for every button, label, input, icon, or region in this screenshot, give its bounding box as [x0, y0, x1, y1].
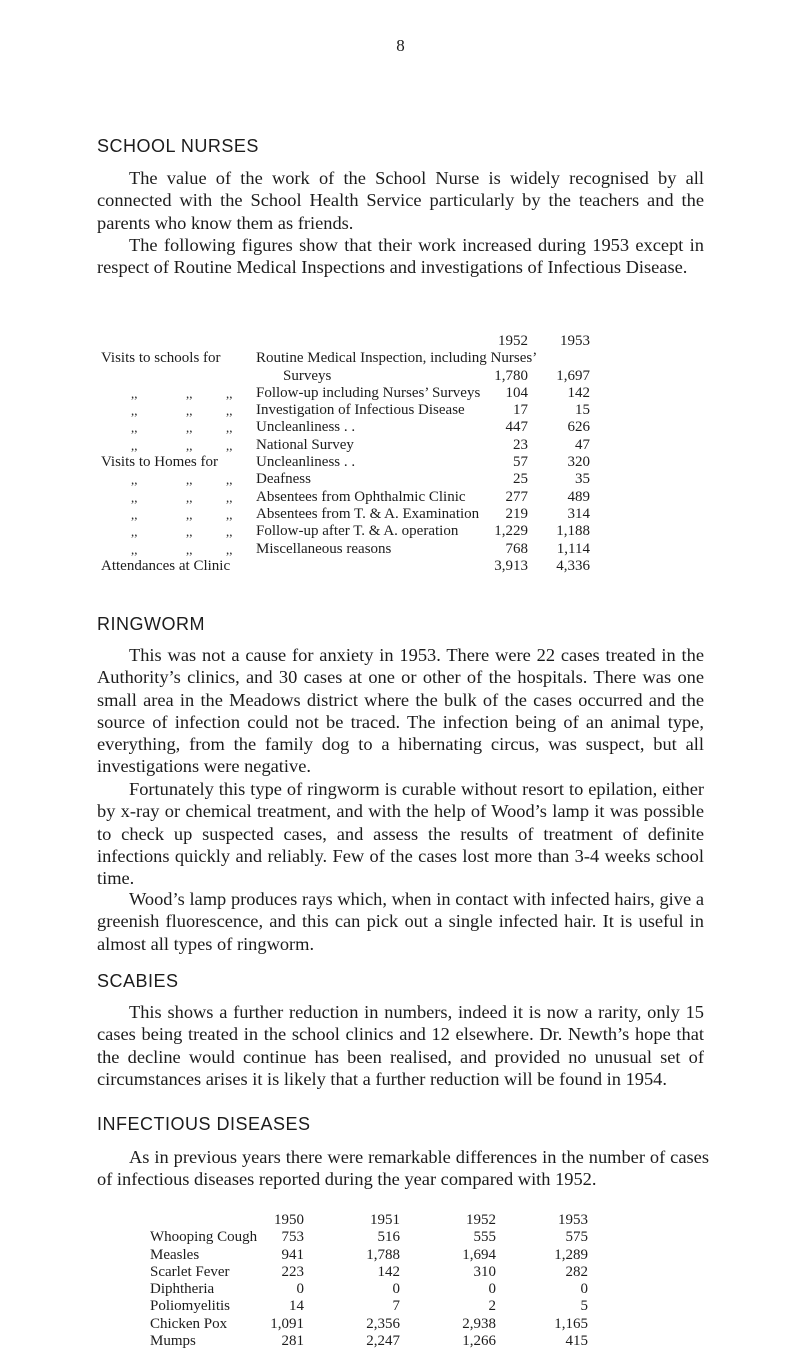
ditto-mark: ,,	[131, 403, 138, 419]
disease-value-1952: 2	[488, 1298, 496, 1315]
nurse-row-label: Routine Medical Inspection, including Nurses’	[256, 350, 538, 367]
nurse-visits-table	[0, 333, 801, 575]
nurse-value-1953: 1,114	[556, 540, 590, 557]
nurse-table-header	[0, 333, 801, 350]
disease-table-row	[0, 1316, 801, 1333]
disease-table-row	[0, 1281, 801, 1298]
ditto-mark: ,,	[226, 385, 233, 401]
school-nurses-para-2: The following figures show that their work increased during 1953 except in respect of Routine Medical Inspections and investigations of Infectious Disease.	[97, 235, 704, 278]
nurse-table-row	[0, 454, 801, 471]
infectious-diseases-heading: INFECTIOUS DISEASES	[97, 1114, 311, 1134]
nurse-row-label: Follow-up including Nurses’ Surveys	[256, 384, 481, 401]
nurse-value-1952: 768	[505, 540, 528, 557]
disease-value-1952: 1,694	[462, 1246, 496, 1263]
disease-value-1952: 310	[473, 1263, 496, 1280]
disease-value-1951: 7	[392, 1298, 400, 1315]
disease-value-1952: 2,938	[462, 1315, 496, 1332]
ditto-mark: ,,	[131, 506, 138, 522]
ditto-mark: ,,	[186, 385, 193, 401]
disease-value-1953: 415	[565, 1333, 588, 1350]
disease-table-year-1951: 1951	[370, 1212, 400, 1228]
disease-value-1951: 516	[377, 1229, 400, 1246]
nurse-row-label: Investigation of Infectious Disease	[256, 402, 465, 419]
nurse-table-row	[0, 437, 801, 454]
disease-value-1953: 1,165	[554, 1315, 588, 1332]
disease-value-1952: 555	[473, 1229, 496, 1246]
nurse-value-1952: 104	[505, 384, 528, 401]
school-nurses-heading: SCHOOL NURSES	[97, 136, 259, 156]
ringworm-para-2: Fortunately this type of ringworm is curable without resort to epilation, either by x-ray or chemical treatment, and with the help of Wood’s lamp it was possible to check up suspected cases, and assess the results of treatment of definite infections quickly and reliably. Few of the cases lost more than 3-4 weeks school time.	[97, 779, 704, 889]
nurse-row-label: Uncleanliness . .	[256, 454, 356, 471]
disease-value-1951: 2,356	[366, 1315, 400, 1332]
disease-value-1950: 281	[281, 1333, 304, 1350]
nurse-row-label: Absentees from T. & A. Examination	[256, 505, 480, 522]
nurse-row-label: Miscellaneous reasons	[256, 540, 392, 557]
ditto-mark: ,,	[186, 506, 193, 522]
nurse-table-row	[0, 489, 801, 506]
ditto-mark: ,,	[226, 524, 233, 540]
disease-value-1950: 223	[281, 1263, 304, 1280]
disease-table-row	[0, 1298, 801, 1315]
school-nurses-para-1: The value of the work of the School Nurse is widely recognised by all connected with the School Health Service particularly by the teachers and the parents who know them as friends.	[97, 168, 704, 233]
disease-value-1953: 575	[565, 1229, 588, 1246]
nurse-row-label: National Survey	[256, 436, 354, 453]
nurse-row-label: Absentees from Ophthalmic Clinic	[256, 488, 466, 505]
nurse-value-1952: 447	[505, 419, 528, 436]
ditto-mark: ,,	[186, 541, 193, 557]
ditto-mark: ,,	[131, 524, 138, 540]
nurse-value-1952: 17	[513, 402, 528, 419]
nurse-value-1953: 142	[567, 384, 590, 401]
disease-value-1950: 0	[296, 1281, 304, 1298]
disease-value-1953: 0	[580, 1281, 588, 1298]
disease-value-1953: 1,289	[554, 1246, 588, 1263]
nurse-table-row	[0, 541, 801, 558]
disease-name: Scarlet Fever	[150, 1263, 230, 1280]
disease-table-year-1953: 1953	[558, 1212, 588, 1228]
disease-table-row	[0, 1247, 801, 1264]
ringworm-para-3: Wood’s lamp produces rays which, when in contact with infected hairs, give a greenish fluorescence, and this can pick out a single infected hair. It is useful in almost all types of ringworm.	[97, 889, 704, 954]
nurse-value-1952: 1,780	[494, 367, 528, 384]
disease-value-1950: 14	[289, 1298, 304, 1315]
nurse-table-row	[0, 402, 801, 419]
disease-value-1951: 142	[377, 1263, 400, 1280]
ditto-mark: ,,	[226, 437, 233, 453]
nurse-row-label: Follow-up after T. & A. operation	[256, 523, 459, 540]
infectious-diseases-para-1: As in previous years there were remarkable differences in the number of cases of infectious diseases reported during the year compared with 1952.	[97, 1147, 709, 1190]
disease-name: Chicken Pox	[150, 1315, 228, 1332]
ditto-mark: ,,	[131, 489, 138, 505]
disease-value-1950: 753	[281, 1229, 304, 1246]
disease-table-header	[0, 1212, 801, 1229]
nurse-row-label: Deafness	[256, 471, 311, 488]
nurse-table-row-continued	[0, 368, 801, 385]
disease-name: Whooping Cough	[150, 1229, 258, 1246]
nurse-value-1953: 1,188	[556, 523, 590, 540]
ditto-mark: ,,	[186, 420, 193, 436]
nurse-value-1953: 15	[575, 402, 590, 419]
disease-name: Mumps	[150, 1333, 196, 1350]
ditto-mark: ,,	[131, 437, 138, 453]
disease-table-row	[0, 1264, 801, 1281]
nurse-value-1952: 25	[513, 471, 528, 488]
disease-name: Measles	[150, 1246, 200, 1263]
page-number: 8	[396, 36, 405, 55]
ditto-mark: ,,	[226, 472, 233, 488]
ditto-mark: ,,	[226, 541, 233, 557]
disease-table-year-1952: 1952	[466, 1212, 496, 1228]
nurse-value-1953: 47	[575, 436, 590, 453]
ditto-mark: ,,	[131, 472, 138, 488]
ditto-mark: ,,	[186, 472, 193, 488]
nurse-value-1952: 3,913	[494, 557, 528, 574]
nurse-table-year-1952: 1952	[498, 333, 528, 349]
disease-table-year-1950: 1950	[274, 1212, 304, 1228]
nurse-table-row	[0, 419, 801, 436]
nurse-table-row	[0, 471, 801, 488]
nurse-table-row	[0, 523, 801, 540]
nurse-row-label: Uncleanliness . .	[256, 419, 356, 436]
nurse-table-row	[0, 558, 801, 575]
ditto-mark: ,,	[226, 489, 233, 505]
disease-value-1951: 2,247	[366, 1333, 400, 1350]
nurse-table-year-1953: 1953	[560, 333, 590, 349]
nurse-value-1953: 314	[567, 505, 590, 522]
scabies-heading: SCABIES	[97, 971, 179, 991]
ditto-mark: ,,	[226, 506, 233, 522]
disease-name: Poliomyelitis	[150, 1298, 231, 1315]
disease-value-1953: 5	[580, 1298, 588, 1315]
ditto-mark: ,,	[186, 437, 193, 453]
nurse-value-1952: 277	[505, 488, 528, 505]
disease-value-1952: 1,266	[462, 1333, 496, 1350]
nurse-value-1952: 57	[513, 454, 528, 471]
ditto-mark: ,,	[131, 385, 138, 401]
nurse-row-prefix: Visits to Homes for	[101, 454, 219, 471]
disease-table-row	[0, 1333, 801, 1350]
disease-value-1951: 0	[392, 1281, 400, 1298]
ringworm-heading: RINGWORM	[97, 614, 205, 634]
disease-value-1951: 1,788	[366, 1246, 400, 1263]
nurse-value-1952: 1,229	[494, 523, 528, 540]
ditto-mark: ,,	[131, 541, 138, 557]
ditto-mark: ,,	[186, 524, 193, 540]
nurse-value-1953: 4,336	[556, 557, 590, 574]
scabies-para-1: This shows a further reduction in numbers, indeed it is now a rarity, only 15 cases being treated in the school clinics and 12 elsewhere. Dr. Newth’s hope that the decline would continue has been realised, and provided no unusual set of circumstances arises it is likely that a further reduction will be found in 1954.	[97, 1002, 704, 1089]
ditto-mark: ,,	[131, 420, 138, 436]
disease-value-1952: 0	[488, 1281, 496, 1298]
nurse-value-1952: 23	[513, 436, 528, 453]
disease-table-row	[0, 1229, 801, 1246]
infectious-diseases-table	[0, 1212, 801, 1350]
ditto-mark: ,,	[186, 403, 193, 419]
nurse-table-row	[0, 506, 801, 523]
disease-name: Diphtheria	[150, 1281, 215, 1298]
disease-value-1950: 941	[281, 1246, 304, 1263]
nurse-row-label-cont: Surveys	[283, 367, 332, 384]
nurse-value-1953: 1,697	[556, 367, 590, 384]
nurse-value-1952: 219	[505, 505, 528, 522]
disease-value-1950: 1,091	[270, 1315, 304, 1332]
nurse-value-1953: 626	[567, 419, 590, 436]
ditto-mark: ,,	[226, 403, 233, 419]
ditto-mark: ,,	[226, 420, 233, 436]
ditto-mark: ,,	[186, 489, 193, 505]
nurse-table-row	[0, 350, 801, 367]
nurse-row-prefix: Visits to schools for	[101, 350, 221, 367]
nurse-value-1953: 489	[567, 488, 590, 505]
nurse-value-1953: 35	[575, 471, 590, 488]
ringworm-para-1: This was not a cause for anxiety in 1953. There were 22 cases treated in the Authority’s clinics, and 30 cases at one or other of the hospitals. There was one small area in the Meadows district where the bulk of the cases occurred and the source of infection could not be traced. The infection being of an animal type, everything, from the family dog to a hibernating circus, was suspect, but all investigations were negative.	[97, 645, 704, 777]
nurse-row-prefix: Attendances at Clinic	[101, 557, 231, 574]
disease-value-1953: 282	[565, 1263, 588, 1280]
nurse-value-1953: 320	[567, 454, 590, 471]
nurse-table-row	[0, 385, 801, 402]
